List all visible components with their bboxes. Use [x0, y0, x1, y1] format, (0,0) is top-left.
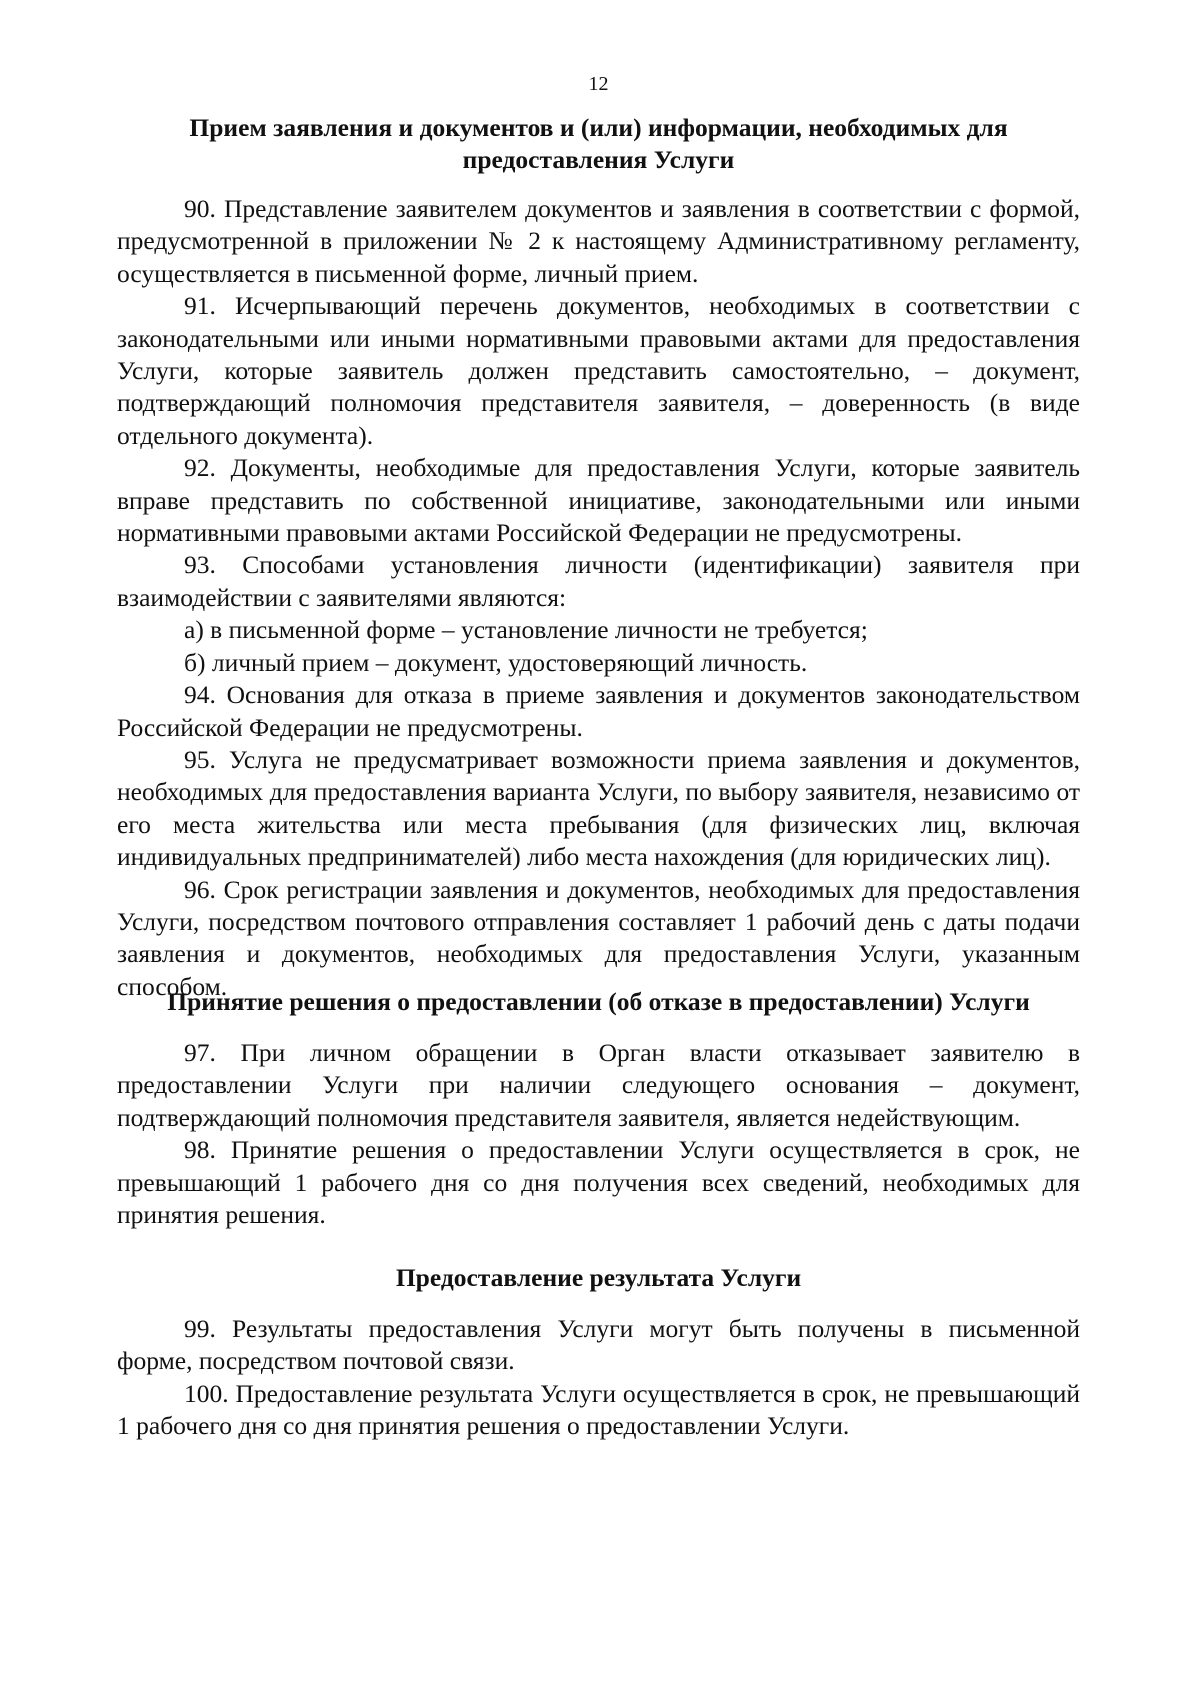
section-title-document-intake: [117, 112, 1080, 176]
paragraph-100: 100. Предоставление результата Услуги осуществляется в срок, не превышающий 1 рабочего дня со дня принятия решения о предоставлении Услуги.: [117, 1378, 1080, 1441]
paragraph-90: 90. Представление заявителем документов и заявления в соответствии с формой, предусмотренной в приложении № 2 к настоящему Административному регламенту, осуществляется в письменной форме, личный прием.: [117, 194, 1080, 288]
paragraph-98: 98. Принятие решения о предоставлении Услуги осуществляется в срок, не превышающий 1 рабочего дня со дня получения всех сведений, необходимых для принятия решения.: [117, 1135, 1080, 1230]
paragraph-94: 94. Основания для отказа в приеме заявления и документов законодательством Российской Федерации не предусмотрены.: [117, 680, 1080, 742]
paragraph-93: 93. Способами установления личности (идентификации) заявителя при взаимодействии с заявителями являются:: [117, 550, 1080, 612]
section-title-decision: [117, 986, 1080, 1018]
section-title-line: Принятие решения о предоставлении (об отказе в предоставлении) Услуги: [167, 987, 1030, 1016]
paragraph-93-item-a: а) в письменной форме – установление личности не требуется;: [184, 615, 868, 645]
paragraph-95: 95. Услуга не предусматривает возможности приема заявления и документов, необходимых для предоставления варианта Услуги, по выбору заявителя, независимо от его места жительства или места пребывания (для физических лиц, включая индивидуальных предпринимателей) либо места нахождения (для юридических лиц).: [117, 744, 1080, 872]
paragraph-96: 96. Срок регистрации заявления и документов, необходимых для предоставления Услуги, посредством почтового отправления составляет 1 рабочий день с даты подачи заявления и документов, необходимых для предоставления Услуги, указанным способом.: [117, 874, 1080, 1001]
section-body-result: [117, 1313, 1080, 1443]
paragraph-92: 92. Документы, необходимые для предоставления Услуги, которые заявитель вправе представить по собственной инициативе, законодательными или иными нормативными правовыми актами Российской Федерации не предусмотрены.: [117, 453, 1080, 548]
section-title-line: предоставления Услуги: [462, 145, 735, 174]
section-title-result: [117, 1262, 1080, 1294]
section-title-line: Предоставление результата Услуги: [395, 1263, 802, 1292]
section-title-line: Прием заявления и документов и (или) информации, необходимых для: [189, 113, 1008, 142]
paragraph-91: 91. Исчерпывающий перечень документов, необходимых в соответствии с законодательными или иными нормативными правовыми актами для предоставления Услуги, которые заявитель должен представить самостоятельно, – документ, подтверждающий полномочия представителя заявителя, – доверенность (в виде отдельного документа).: [117, 291, 1080, 450]
section-body-decision: [117, 1037, 1080, 1231]
section-body-document-intake: [117, 193, 1080, 1003]
paragraph-93-item-b: б) личный прием – документ, удостоверяющий личность.: [184, 647, 808, 677]
paragraph-97: 97. При личном обращении в Орган власти отказывает заявителю в предоставлении Услуги при наличии следующего основания – документ, подтверждающий полномочия представителя заявителя, является недействующим.: [117, 1038, 1080, 1132]
page-number: 12: [588, 73, 609, 95]
paragraph-99: 99. Результаты предоставления Услуги могут быть получены в письменной форме, посредством почтовой связи.: [117, 1314, 1080, 1376]
